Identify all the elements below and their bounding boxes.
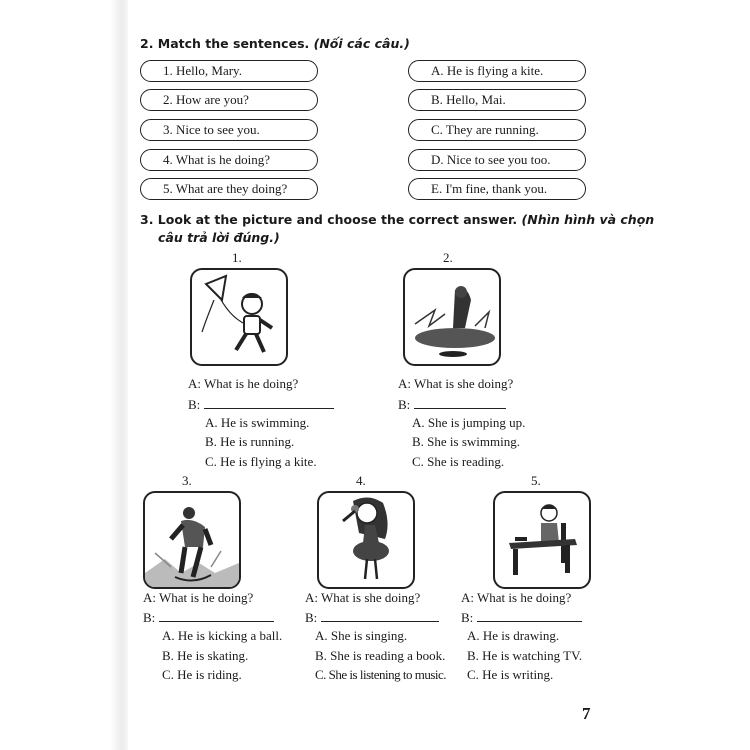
match-left-5[interactable]: 5. What are they doing? — [140, 178, 318, 200]
q1-picture-kite-boy — [190, 268, 288, 366]
q4-picture-singing-girl — [317, 491, 415, 589]
q2-option-b[interactable]: B. She is swimming. — [412, 434, 520, 449]
q5-question: A: What is he doing? — [461, 590, 572, 605]
q1-option-a[interactable]: A. He is swimming. — [205, 415, 310, 430]
match-right-d[interactable]: D. Nice to see you too. — [408, 149, 586, 171]
q4-option-b[interactable]: B. She is reading a book. — [315, 648, 446, 663]
q4-option-a[interactable]: A. She is singing. — [315, 628, 408, 643]
q3-option-b[interactable]: B. He is skating. — [162, 648, 249, 663]
q2-question: A: What is she doing? — [398, 376, 514, 391]
q4-number: 4. — [356, 473, 366, 488]
q3-picture-skating — [143, 491, 241, 589]
match-left-3[interactable]: 3. Nice to see you. — [140, 119, 318, 141]
q3-number: 3. — [182, 473, 192, 488]
q1-number: 1. — [232, 250, 242, 265]
match-left-4[interactable]: 4. What is he doing? — [140, 149, 318, 171]
match-right-b[interactable]: B. Hello, Mai. — [408, 89, 586, 111]
q1-question: A: What is he doing? — [188, 376, 299, 391]
match-right-a[interactable]: A. He is flying a kite. — [408, 60, 586, 82]
q5-picture-writing-boy — [493, 491, 591, 589]
q5-number: 5. — [531, 473, 541, 488]
q3-option-c[interactable]: C. He is riding. — [162, 667, 242, 682]
q3-answer-line[interactable]: B: — [143, 609, 274, 626]
q2-option-a[interactable]: A. She is jumping up. — [412, 415, 526, 430]
match-left-2[interactable]: 2. How are you? — [140, 89, 318, 111]
q2-option-c[interactable]: C. She is reading. — [412, 454, 505, 469]
q2-number: 2. — [443, 250, 453, 265]
q5-option-c[interactable]: C. He is writing. — [467, 667, 554, 682]
exercise-3-heading-line2: câu trả lời đúng.) — [158, 230, 280, 245]
match-left-1[interactable]: 1. Hello, Mary. — [140, 60, 318, 82]
exercise-3-heading: 3. Look at the picture and choose the correct answer. (Nhìn hình và chọn — [140, 212, 655, 227]
q5-option-b[interactable]: B. He is watching TV. — [467, 648, 583, 663]
q5-answer-line[interactable]: B: — [461, 609, 582, 626]
q3-question: A: What is he doing? — [143, 590, 254, 605]
q4-question: A: What is she doing? — [305, 590, 421, 605]
q2-answer-line[interactable]: B: — [398, 396, 506, 413]
q1-option-b[interactable]: B. He is running. — [205, 434, 295, 449]
q1-option-c[interactable]: C. He is flying a kite. — [205, 454, 317, 469]
page-edge-shadow — [0, 0, 128, 750]
match-right-c[interactable]: C. They are running. — [408, 119, 586, 141]
exercise-2-heading: 2. Match the sentences. (Nối các câu.) — [140, 36, 410, 51]
q5-option-a[interactable]: A. He is drawing. — [467, 628, 560, 643]
q4-option-c[interactable]: C. She is listening to music. — [315, 667, 447, 682]
q3-option-a[interactable]: A. He is kicking a ball. — [162, 628, 283, 643]
q1-answer-line[interactable]: B: — [188, 396, 334, 413]
q4-answer-line[interactable]: B: — [305, 609, 439, 626]
q2-picture-swimming — [403, 268, 501, 366]
match-right-e[interactable]: E. I'm fine, thank you. — [408, 178, 586, 200]
page-number: 7 — [582, 704, 591, 723]
